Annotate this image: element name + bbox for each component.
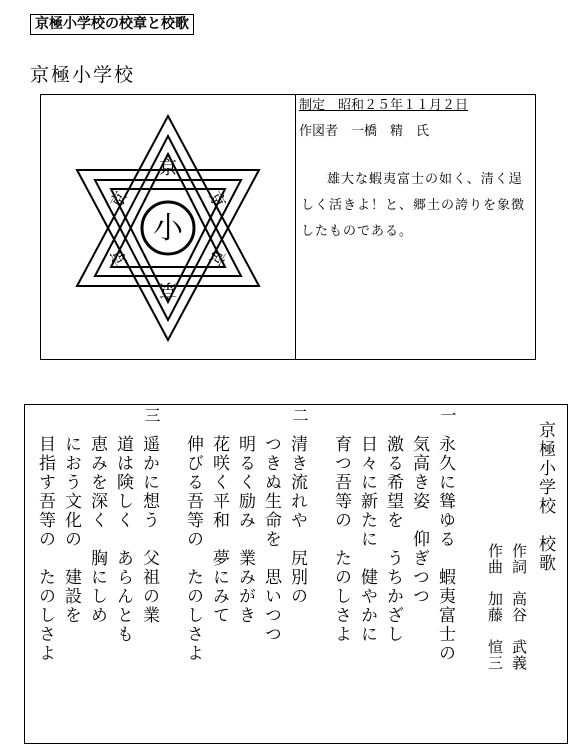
emblem-char-upper-right: 京: [205, 188, 230, 212]
verse-line: 目指す吾等の たのしさよ: [35, 435, 55, 663]
song-title: 京極小学校 校歌: [535, 421, 555, 573]
emblem-bottom-char: 京: [159, 279, 177, 300]
emblem-info-cell: [299, 95, 535, 359]
verse-line: 伸びる吾等の たのしさよ: [183, 435, 203, 663]
verse-number: 一: [438, 407, 457, 425]
verse-line: 気高き姿 仰ぎつつ: [409, 435, 429, 606]
verse-line: 激る希望を うちかざし: [383, 435, 403, 644]
emblem-char-lower-right: 京: [205, 245, 230, 269]
emblem-designer: 作図者 一橋 精 氏: [299, 124, 430, 139]
verse-line: 永久に聳ゆる 蝦夷富士の: [435, 435, 455, 663]
verse-number: 三: [142, 407, 161, 425]
verse-line: つきぬ生命を 思いつつ: [261, 435, 281, 644]
verse-number: 二: [290, 407, 309, 425]
enacted-date: 制定 昭和２５年１１月２日: [299, 98, 469, 113]
verse-line: 明るく励み 業みがき: [235, 435, 255, 625]
verse-line: 清き流れや 尻別の: [287, 435, 307, 606]
emblem-description: 雄大な蝦夷富士の如く、清く逞しく活きよ！と、郷土の誇りを象徴したものである。: [301, 172, 526, 239]
song-lyricist: 作詞 高谷 武義: [510, 543, 528, 671]
school-name-heading: 京極小学校: [30, 64, 136, 86]
emblem-table: [40, 94, 536, 360]
verse-line: 恵みを深く 胸にしめ: [87, 435, 107, 625]
verse-line: 道は険しく あらんとも: [113, 435, 133, 644]
verse-line: 遥かに想う 父祖の業: [139, 435, 159, 625]
document-title: 京極小学校の校章と校歌: [30, 14, 194, 35]
school-emblem-icon: [61, 110, 275, 346]
emblem-top-char: 京: [159, 158, 177, 179]
song-composer: 作曲 加藤 愃三: [486, 543, 504, 671]
verse-line: 花咲く平和 夢にみて: [209, 435, 229, 625]
school-song-box: [24, 404, 568, 744]
verse-line: 育つ吾等の たのしさよ: [331, 435, 351, 644]
verse-line: 日々に新たに 健やかに: [357, 435, 377, 644]
emblem-center-char: 小: [153, 211, 183, 246]
verse-line: におう文化の 建設を: [61, 435, 81, 625]
emblem-char-upper-left: 京: [106, 188, 131, 212]
emblem-image-cell: [41, 95, 296, 359]
emblem-char-lower-left: 京: [106, 245, 131, 269]
